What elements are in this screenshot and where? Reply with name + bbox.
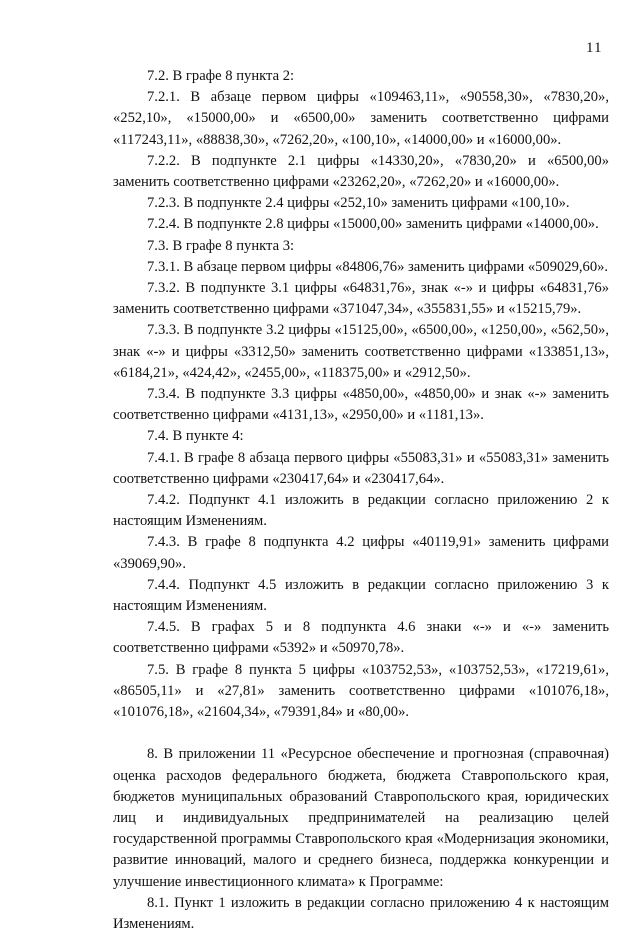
paragraph-7-4-1: 7.4.1. В графе 8 абзаца первого цифры «55083,31» и «55083,31» заменить соответственно цифрами «230417,64» и «230417,64».: [113, 449, 609, 487]
paragraph-7-4-4: 7.4.4. Подпункт 4.5 изложить в редакции согласно приложению 3 к настоящим Изменениям.: [113, 576, 609, 615]
document-body: [113, 66, 609, 935]
paragraph-7-2-2: 7.2.2. В подпункте 2.1 цифры «14330,20», «7830,20» и «6500,00» заменить соответственно цифрами «23262,20», «7262,20» и «16000,00».: [113, 152, 609, 191]
paragraph-7-2-1: 7.2.1. В абзаце первом цифры «109463,11», «90558,30», «7830,20», «252,10», «15000,00» и «6500,00» заменить соответственно цифрами «117243,11», «88838,30», «7262,20», «100,10», «14000,00» и «16000,00».: [113, 89, 609, 148]
paragraph-7-4-3: 7.4.3. В графе 8 подпункта 4.2 цифры «40119,91» заменить цифрами «39069,90».: [113, 534, 609, 572]
paragraph-7-4-5: 7.4.5. В графах 5 и 8 подпункта 4.6 знаки «-» и «-» заменить соответственно цифрами «5392» и «50970,78».: [113, 619, 609, 657]
paragraph-7-4-2: 7.4.2. Подпункт 4.1 изложить в редакции согласно приложению 2 к настоящим Изменениям.: [113, 492, 609, 530]
section-spacer: [113, 723, 609, 744]
paragraph-7-3-3: 7.3.3. В подпункте 3.2 цифры «15125,00», «6500,00», «1250,00», «562,50», знак «-» и цифры «3312,50» заменить соответственно цифрами «133851,13», «6184,21», «424,42», «2455,00», «118375,00» и «2912,50».: [113, 322, 609, 381]
paragraph-7-4: 7.4. В пункте 4:: [147, 428, 244, 445]
paragraph-8: 8. В приложении 11 «Ресурсное обеспечение и прогнозная (справочная) оценка расходов федерального бюджета, бюджета Ставропольского края, бюджетов муниципальных образований Ставропольского края, юридических лиц и индивидуальных предпринимателей на реализацию целей государственной программы Ставропольского края «Модернизация экономики, развитие инноваций, малого и среднего бизнеса, поддержка конкуренции и улучшение инвестиционного климата» к Программе:: [113, 746, 609, 890]
paragraph-7-2-4: 7.2.4. В подпункте 2.8 цифры «15000,00» заменить цифрами «14000,00».: [147, 216, 599, 233]
paragraph-7-3-4: 7.3.4. В подпункте 3.3 цифры «4850,00», «4850,00» и знак «-» заменить соответственно цифрами «4131,13», «2950,00» и «1181,13».: [113, 386, 609, 424]
paragraph-7-2-3: 7.2.3. В подпункте 2.4 цифры «252,10» заменить цифрами «100,10».: [147, 195, 570, 212]
paragraph-8-1: 8.1. Пункт 1 изложить в редакции согласно приложению 4 к настоящим Изменениям.: [113, 894, 609, 932]
paragraph-7-2: 7.2. В графе 8 пункта 2:: [147, 68, 295, 84]
paragraph-7-3-2: 7.3.2. В подпункте 3.1 цифры «64831,76», знак «-» и цифры «64831,76» заменить соответственно цифрами «371047,34», «355831,55» и «15215,79».: [113, 280, 609, 318]
page-number: 11: [586, 40, 603, 56]
paragraph-7-3: 7.3. В графе 8 пункта 3:: [147, 237, 295, 254]
paragraph-7-3-1: 7.3.1. В абзаце первом цифры «84806,76» заменить цифрами «509029,60».: [147, 258, 609, 275]
paragraph-7-5: 7.5. В графе 8 пункта 5 цифры «103752,53», «103752,53», «17219,61», «86505,11» и «27,81» заменить соответственно цифрами «101076,18», «101076,18», «21604,34», «79391,84» и «80,00».: [113, 661, 609, 721]
